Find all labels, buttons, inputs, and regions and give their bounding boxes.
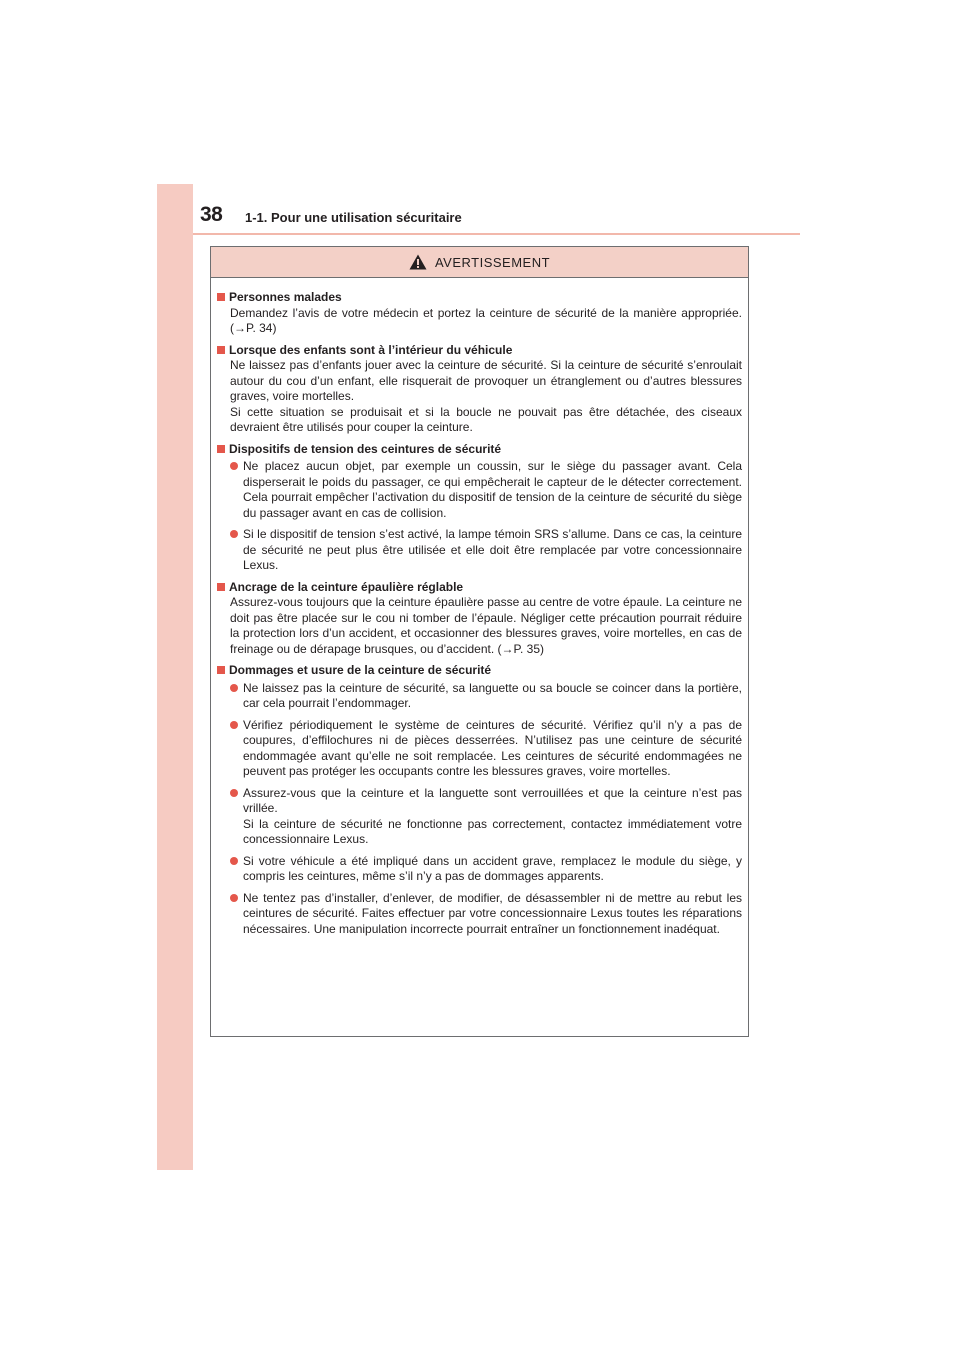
- topic-title: Personnes malades: [229, 290, 342, 304]
- header-rule: [193, 233, 800, 235]
- topic-sick-persons: [217, 290, 742, 337]
- round-bullet-icon: [230, 894, 238, 902]
- topic-paragraph: Demandez l’avis de votre médecin et portez la ceinture de sécurité de la manière appropriée. (→P. 34): [230, 305, 742, 335]
- round-bullet-icon: [230, 530, 238, 538]
- topic-children: [217, 343, 742, 436]
- square-bullet-icon: [217, 445, 225, 453]
- square-bullet-icon: [217, 583, 225, 591]
- list-item: Ne tentez pas d’installer, d’enlever, de modifier, de désassembler ni de mettre au rebut les ceintures de sécurité. Faites effectuer par votre concessionnaire Lexus toutes les réparations nécessaires. Une manipulation incorrecte pourrait entraîner un fonctionnement inadéquat.: [230, 891, 742, 938]
- list-item: Assurez-vous que la ceinture et la languette sont verrouillées et que la ceinture n’est pas vrillée. Si la ceinture de sécurité ne fonctionne pas correctement, contactez immédiatement votre concessionnaire Lexus.: [230, 786, 742, 848]
- list-item: Ne placez aucun objet, par exemple un coussin, sur le siège du passager avant. Cela disperserait le poids du passager, ce qui empêcherait le capteur de le détecter correctement. Cela pourrait empêcher l’activation du dispositif de tension de la ceinture de sécurité du siège du passager avant en cas de collision.: [230, 459, 742, 521]
- list-item: Si votre véhicule a été impliqué dans un accident grave, remplacez le module du siège, y compris les ceintures, même s’il n’y a pas de dommages apparents.: [230, 854, 742, 885]
- list-item: Si le dispositif de tension s’est activé, la lampe témoin SRS s’allume. Dans ce cas, la ceinture de sécurité ne peut plus être utilisée et elle doit être remplacée par votre concessionnaire Lexus.: [230, 527, 742, 574]
- topic-title: Ancrage de la ceinture épaulière réglable: [229, 579, 464, 594]
- page-number: 38: [200, 203, 223, 226]
- list-item: Vérifiez périodiquement le système de ceintures de sécurité. Vérifiez qu’il n’y a pas de coupures, d’effilochures ni de pièces desserrées. N’utilisez pas une ceinture de sécurité endommagée avant qu’elle ne soit remplacée. Les ceintures de sécurité endommagées ne peuvent pas protéger les occupants contre les blessures graves, voire mortelles.: [230, 718, 742, 780]
- topic-paragraph: Assurez-vous toujours que la ceinture épaulière passe au centre de votre épaule. La ceinture ne doit pas être placée sur le cou ni tomber de l’épaule. Négliger cette précaution pourrait réduire la protection lors d’un accident, et occasionner des blessures graves, voire mortelles, en cas de freinage ou de dérapage brusques, ou d’accident. (→P. 35): [230, 595, 742, 656]
- topic-paragraph: Ne laissez pas d’enfants jouer avec la ceinture de sécurité. Si la ceinture de sécurité s’enroulait autour du cou d’un enfant, elle risquerait de provoquer un étranglement ou d’autres blessures graves, voire mortelles. Si cette situation se produisait et si la boucle ne pouvait pas être détachée, des ciseaux devraient être utilisés pour couper la ceinture.: [230, 358, 742, 434]
- square-bullet-icon: [217, 293, 225, 301]
- round-bullet-icon: [230, 721, 238, 729]
- topic-title: Lorsque des enfants sont à l’intérieur du véhicule: [229, 342, 513, 357]
- warning-header: [211, 247, 748, 278]
- round-bullet-icon: [230, 857, 238, 865]
- square-bullet-icon: [217, 666, 225, 674]
- section-title: 1-1. Pour une utilisation sécuritaire: [245, 210, 462, 225]
- list-item: Ne laissez pas la ceinture de sécurité, sa languette ou sa boucle se coincer dans la portière, car cela pourrait l’endommager.: [230, 681, 742, 712]
- warning-box: [210, 246, 749, 1037]
- round-bullet-icon: [230, 462, 238, 470]
- round-bullet-icon: [230, 789, 238, 797]
- topic-shoulder-anchor: [217, 580, 742, 658]
- square-bullet-icon: [217, 346, 225, 354]
- warning-triangle-icon: [409, 254, 427, 270]
- warning-label: AVERTISSEMENT: [434, 254, 551, 270]
- warning-body: [211, 278, 748, 937]
- topic-title: Dommages et usure de la ceinture de sécurité: [229, 663, 492, 677]
- topic-damage-wear: [217, 663, 742, 937]
- round-bullet-icon: [230, 684, 238, 692]
- side-color-band: [157, 184, 193, 1170]
- topic-pretensioners: [217, 442, 742, 574]
- topic-title: Dispositifs de tension des ceintures de sécurité: [229, 441, 502, 456]
